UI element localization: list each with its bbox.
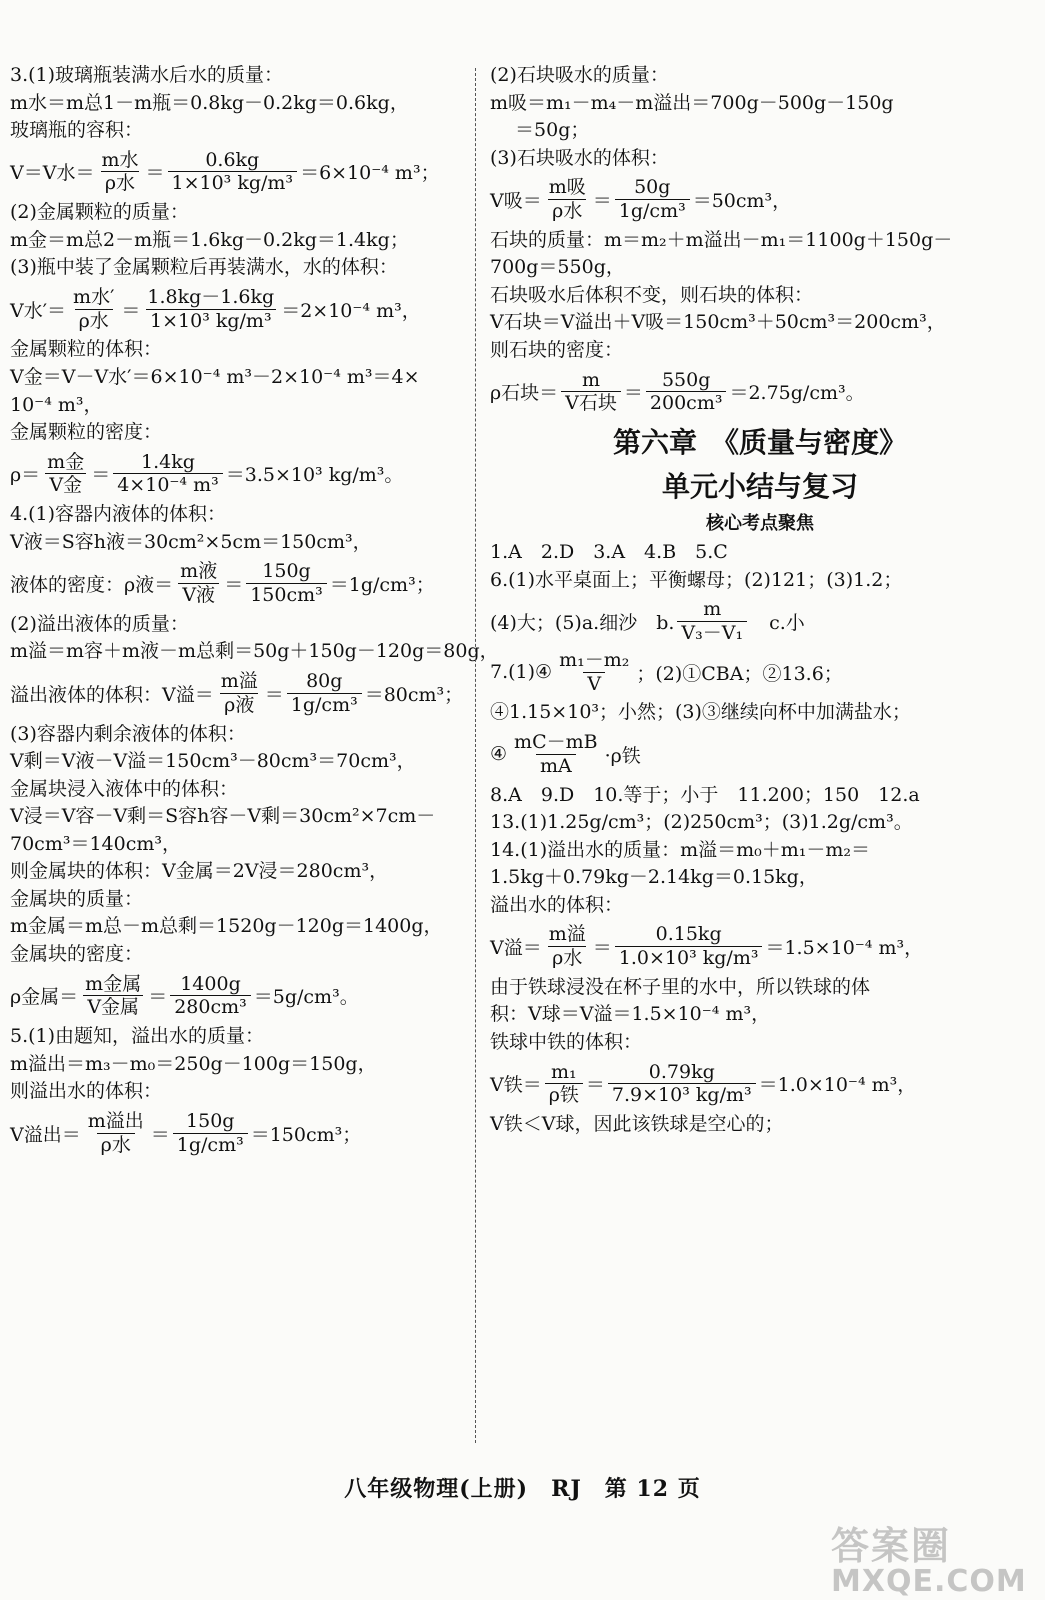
fraction-numerator: 1.4kg (141, 450, 195, 473)
fraction-denominator: 280cm³ (170, 995, 251, 1019)
fraction (646, 369, 727, 416)
formula-line (490, 649, 1030, 696)
formula-operator: ＝ (145, 162, 165, 185)
text-line: m溢＝m容＋m液－m总剩＝50g＋150g－120g＝80g， (10, 640, 499, 663)
text-line: 70cm³＝140cm³， (10, 832, 181, 855)
fraction-numerator: 80g (306, 670, 343, 693)
text-line: (2)金属颗粒的质量： (10, 201, 189, 224)
fraction-numerator: 150g (262, 560, 311, 583)
text-line: (3)石块吸水的体积： (490, 146, 669, 169)
formula-prefix: ρ石块＝ (490, 382, 559, 405)
fraction-numerator: m金 (47, 450, 85, 473)
formula-line (490, 731, 1030, 778)
fraction (545, 1061, 583, 1108)
formula-line (10, 1110, 465, 1157)
fraction-numerator: m金属 (85, 972, 142, 995)
right-bottom-answers (490, 539, 1030, 1139)
text-line: 700g＝550g， (490, 256, 625, 279)
formula-prefix: (4)大；(5)a.细沙 b. (490, 612, 675, 634)
text-line: V剩＝V液－V溢＝150cm³－80cm³＝70cm³， (10, 750, 416, 773)
fraction-numerator: 550g (661, 368, 711, 391)
page-footer: 八年级物理(上册) RJ 第 12 页 (344, 1476, 701, 1502)
fraction-numerator: mC－mB (514, 730, 598, 753)
text-line: 8.A 9.D 10.等于；小于 11.200；150 12.a (490, 783, 920, 806)
text-line: V石块＝V溢出＋V吸＝150cm³＋50cm³＝200cm³， (490, 311, 946, 334)
text-line: 由于铁球浸没在杯子里的水中，所以铁球的体 (490, 975, 871, 998)
text-line: 金属块浸入液体中的体积： (10, 777, 239, 800)
fraction (173, 1110, 248, 1157)
text-line: 4.(1)容器内液体的体积： (10, 503, 227, 526)
text-line: 石块吸水后体积不变，则石块的体积： (490, 283, 814, 306)
fraction (176, 560, 221, 607)
fraction-numerator: m水 (101, 148, 139, 171)
fraction (170, 973, 251, 1020)
fraction (113, 451, 223, 498)
text-line: 则石块的密度： (490, 338, 624, 361)
text-line: 5.(1)由题知，溢出水的质量： (10, 1025, 265, 1048)
text-line: (3)容器内剩余液体的体积： (10, 722, 246, 745)
formula-prefix: ④ (490, 743, 508, 766)
fraction (555, 649, 633, 696)
formula-prefix: 液体的密度：ρ液＝ (10, 574, 174, 597)
formula-line (490, 1061, 1030, 1108)
fraction (69, 286, 118, 333)
text-line: V金＝V－V水′＝6×10⁻⁴ m³－2×10⁻⁴ m³＝4× (10, 366, 420, 389)
fraction-numerator: m (703, 598, 722, 621)
fraction-denominator: V液 (178, 583, 219, 607)
formula-suffix: ·ρ铁 (604, 744, 641, 767)
fraction-numerator: 0.79kg (648, 1060, 715, 1083)
text-line: 14.(1)溢出水的质量：m溢＝m₀＋m₁－m₂＝ (490, 838, 871, 861)
text-line: 石块的质量：m＝m₂＋m溢出－m₁＝1100g＋150g－ (490, 228, 953, 251)
text-line: ＝50g； (490, 119, 590, 142)
formula-suffix: ＝50cm³， (692, 189, 792, 212)
text-line: (2)石块吸水的质量： (490, 64, 669, 86)
fraction-denominator: V₃－V₁ (677, 621, 747, 645)
formula-suffix: ＝1g/cm³； (329, 574, 435, 597)
fraction (608, 1061, 756, 1108)
left-column (10, 62, 499, 1160)
fraction (143, 286, 278, 333)
formula-operator: ＝ (592, 937, 612, 960)
text-line: m溢出＝m₃－m₀＝250g－100g＝150g， (10, 1052, 377, 1075)
formula-prefix: ρ金属＝ (10, 986, 79, 1009)
formula-suffix: c.小 (750, 612, 805, 634)
fraction-denominator: 1×10³ kg/m³ (146, 309, 276, 333)
text-line: 积：V球＝V溢＝1.5×10⁻⁴ m³， (490, 1003, 771, 1026)
text-line: 则溢出水的体积： (10, 1080, 163, 1103)
formula-line (490, 923, 1030, 970)
fraction-denominator: 1g/cm³ (173, 1133, 248, 1157)
fraction (43, 451, 88, 498)
text-line: V铁＜V球，因此该铁球是空心的； (490, 1113, 784, 1136)
formula-operator: ＝ (585, 1074, 605, 1097)
fraction-denominator: 4×10⁻⁴ m³ (113, 473, 223, 497)
fraction-numerator: m溢 (220, 670, 258, 693)
fraction-numerator: m水′ (73, 285, 115, 308)
fraction-denominator: ρ水 (97, 1133, 135, 1157)
fraction (81, 973, 145, 1020)
fraction-denominator: ρ水 (101, 171, 139, 195)
fraction-numerator: 50g (634, 176, 671, 199)
fraction-numerator: 0.6kg (205, 148, 260, 171)
formula-suffix: ＝1.5×10⁻⁴ m³， (765, 937, 924, 960)
fraction-numerator: m溢出 (87, 1109, 144, 1132)
formula-prefix: V溢＝ (490, 937, 542, 960)
text-line: V液＝S容h液＝30cm²×5cm＝150cm³， (10, 530, 372, 553)
formula-line (10, 149, 465, 196)
formula-suffix: ＝2.75g/cm³。 (729, 382, 865, 405)
text-line: (3)瓶中装了金属颗粒后再装满水，水的体积： (10, 256, 398, 279)
text-line: m吸＝m₁－m₄－m溢出＝700g－500g－150g (490, 91, 894, 114)
fraction (510, 731, 602, 778)
fraction-numerator: m吸 (548, 176, 586, 199)
fraction-denominator: ρ水 (548, 199, 586, 223)
formula-suffix: ＝150cm³； (250, 1123, 362, 1146)
formula-prefix: V水′＝ (10, 299, 67, 322)
formula-operator: ＝ (148, 986, 168, 1009)
formula-operator: ＝ (264, 683, 284, 706)
fraction-denominator: V金 (45, 473, 86, 497)
fraction-denominator: 1g/cm³ (615, 199, 690, 223)
fraction-numerator: m液 (180, 560, 218, 583)
text-line: 3.(1)玻璃瓶装满水后水的质量： (10, 64, 284, 86)
formula-line (10, 973, 465, 1020)
text-line: 1.A 2.D 3.A 4.B 5.C (490, 541, 728, 564)
formula-operator: ＝ (224, 574, 244, 597)
text-line: 铁球中铁的体积： (490, 1030, 643, 1053)
fraction (561, 369, 621, 416)
watermark-url: MXQE.COM (831, 1564, 1027, 1599)
text-line: m金属＝m总－m总剩＝1520g－120g＝1400g， (10, 915, 443, 938)
formula-operator: ＝ (91, 464, 111, 487)
text-line: 则金属块的体积：V金属＝2V浸＝280cm³， (10, 860, 389, 883)
formula-operator: ＝ (592, 189, 612, 212)
chapter-title: 第六章 《质量与密度》 (612, 426, 907, 460)
fraction-denominator: 1.0×10³ kg/m³ (615, 946, 763, 970)
text-line: 玻璃瓶的容积： (10, 119, 144, 142)
formula-line (490, 176, 1030, 223)
formula-line (10, 560, 465, 607)
section-title: 核心考点聚焦 (706, 513, 814, 535)
unit-title: 单元小结与复习 (661, 470, 858, 504)
fraction-denominator: ρ铁 (545, 1083, 583, 1107)
text-line: 10⁻⁴ m³， (10, 393, 103, 416)
text-line: 溢出水的体积： (490, 893, 624, 916)
text-line: 1.5kg＋0.79kg－2.14kg＝0.15kg， (490, 866, 818, 889)
formula-suffix: ＝2×10⁻⁴ m³， (281, 299, 421, 322)
formula-line (10, 670, 465, 717)
formula-suffix: ；(2)①CBA；②13.6； (636, 662, 843, 685)
fraction-numerator: m溢 (548, 923, 586, 946)
fraction (615, 923, 763, 970)
fraction-denominator: 1×10³ kg/m³ (168, 171, 298, 195)
text-line: 6.(1)水平桌面上；平衡螺母；(2)121；(3)1.2； (490, 568, 903, 591)
fraction (246, 560, 327, 607)
text-line: V浸＝V容－V剩＝S容h容－V剩＝30cm²×7cm－ (10, 805, 436, 828)
fraction (217, 670, 262, 717)
fraction (97, 149, 142, 196)
fraction (84, 1110, 148, 1157)
fraction-numerator: 0.15kg (655, 923, 722, 946)
text-line: 13.(1)1.25g/cm³；(2)250cm³；(3)1.2g/cm³。 (490, 811, 913, 834)
formula-suffix: ＝1.0×10⁻⁴ m³， (758, 1074, 917, 1097)
formula-suffix: ＝80cm³； (364, 683, 464, 706)
formula-prefix: ρ＝ (10, 464, 41, 487)
fraction (287, 670, 362, 717)
fraction-denominator: V (583, 672, 605, 696)
fraction (545, 176, 590, 223)
fraction (615, 176, 690, 223)
fraction-numerator: 1400g (180, 972, 241, 995)
formula-suffix: ＝3.5×10³ kg/m³。 (225, 464, 404, 487)
text-line: 金属块的质量： (10, 887, 144, 910)
formula-line (10, 286, 465, 333)
fraction-denominator: 7.9×10³ kg/m³ (608, 1083, 756, 1107)
fraction (677, 598, 747, 645)
fraction-denominator: ρ液 (220, 693, 258, 717)
fraction-numerator: m (582, 368, 601, 391)
formula-prefix: V铁＝ (490, 1074, 542, 1097)
text-line: (2)溢出液体的质量： (10, 612, 189, 635)
fraction-numerator: m₁ (551, 1060, 577, 1083)
text-line: m水＝m总1－m瓶＝0.8kg－0.2kg＝0.6kg， (10, 91, 409, 114)
formula-operator: ＝ (121, 299, 141, 322)
fraction-denominator: 150cm³ (246, 583, 327, 607)
text-line: 金属颗粒的体积： (10, 338, 163, 361)
formula-operator: ＝ (623, 382, 643, 405)
right-top-solutions (490, 62, 1030, 415)
right-column (490, 62, 1030, 1139)
formula-prefix: V＝V水＝ (10, 162, 95, 185)
text-line: m金＝m总2－m瓶＝1.6kg－0.2kg＝1.4kg； (10, 228, 409, 251)
text-line: ④1.15×10³；小然；(3)③继续向杯中加满盐水； (490, 701, 911, 724)
text-line: 金属颗粒的密度： (10, 421, 163, 444)
column-divider (475, 68, 476, 1443)
formula-suffix: ＝5g/cm³。 (253, 986, 359, 1009)
formula-line (10, 451, 465, 498)
fraction-denominator: V石块 (561, 391, 621, 415)
watermark-logo (831, 1515, 1031, 1599)
fraction-denominator: mA (536, 754, 576, 778)
formula-line (490, 369, 1030, 416)
formula-prefix: V吸＝ (490, 189, 542, 212)
text-line: 金属块的密度： (10, 943, 144, 965)
fraction-denominator: ρ水 (548, 946, 586, 970)
fraction-denominator: 1g/cm³ (287, 693, 362, 717)
formula-operator: ＝ (150, 1123, 170, 1146)
formula-prefix: 7.(1)④ (490, 661, 553, 684)
fraction-denominator: V金属 (83, 995, 143, 1019)
fraction (545, 923, 590, 970)
formula-line (490, 598, 1030, 645)
formula-prefix: 溢出液体的体积：V溢＝ (10, 683, 214, 706)
fraction-denominator: ρ水 (75, 309, 113, 333)
formula-suffix: ＝6×10⁻⁴ m³； (300, 162, 440, 185)
watermark-text: 答案圈 (831, 1524, 952, 1568)
fraction-numerator: 1.8kg－1.6kg (147, 285, 275, 308)
fraction (168, 149, 298, 196)
fraction-numerator: 150g (186, 1109, 235, 1132)
formula-prefix: V溢出＝ (10, 1123, 81, 1146)
fraction-denominator: 200cm³ (646, 391, 727, 415)
fraction-numerator: m₁－m₂ (559, 648, 630, 671)
